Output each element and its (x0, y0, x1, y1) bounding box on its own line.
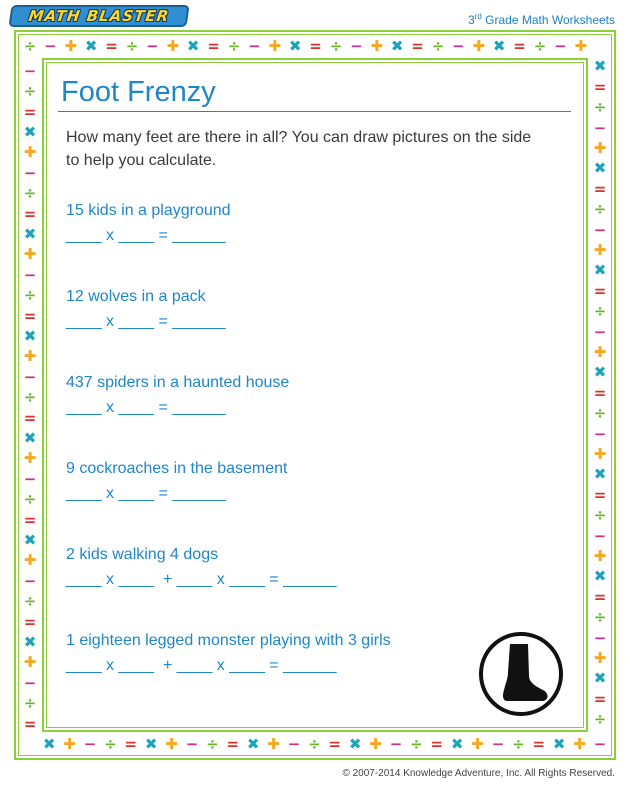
minus-icon: − (23, 265, 37, 284)
times-icon: ✖ (23, 225, 37, 243)
times-icon: ✖ (593, 159, 607, 178)
plus-icon: ✚ (23, 653, 37, 672)
divide-icon: ÷ (227, 37, 241, 55)
equals-icon: = (23, 612, 37, 631)
minus-icon: − (389, 735, 403, 753)
times-icon: ✖ (23, 123, 37, 141)
times-icon: ✖ (144, 735, 158, 753)
times-icon: ✖ (42, 735, 56, 753)
times-icon: ✖ (348, 735, 362, 753)
minus-icon: − (593, 735, 607, 753)
question-3-answer-blanks: ____ x ____ = ______ (66, 399, 226, 416)
plus-icon: ✚ (64, 37, 78, 55)
divide-icon: ÷ (104, 735, 117, 753)
times-icon: ✖ (593, 669, 607, 688)
times-icon: ✖ (593, 363, 607, 382)
question-6-prompt: 1 eighteen legged monster playing with 3 girls (66, 632, 391, 649)
equals-icon: = (532, 735, 546, 753)
equals-icon: = (23, 204, 37, 223)
equals-icon: = (593, 383, 607, 402)
times-icon: ✖ (186, 37, 200, 55)
plus-icon: ✚ (573, 735, 586, 753)
question-6-answer-blanks: ____ x ____ + ____ x ____ = ______ (66, 657, 337, 674)
plus-icon: ✚ (471, 735, 484, 753)
minus-icon: − (593, 628, 607, 647)
divide-icon: ÷ (23, 694, 37, 713)
divide-icon: ÷ (23, 37, 37, 55)
plus-icon: ✚ (593, 343, 607, 361)
divide-icon: ÷ (593, 302, 607, 321)
divide-icon: ÷ (23, 592, 37, 611)
equals-icon: = (23, 408, 37, 427)
minus-icon: − (593, 220, 607, 239)
times-icon: ✖ (492, 37, 506, 55)
equals-icon: = (593, 485, 607, 504)
question-1-prompt: 15 kids in a playground (66, 202, 231, 219)
minus-icon: − (23, 367, 37, 386)
divide-icon: ÷ (593, 506, 607, 525)
equals-icon: = (23, 306, 37, 325)
equals-icon: = (23, 102, 37, 121)
divide-icon: ÷ (593, 608, 607, 627)
plus-icon: ✚ (23, 347, 37, 366)
plus-icon: ✚ (370, 37, 384, 55)
plus-icon: ✚ (593, 445, 607, 463)
equals-icon: = (593, 587, 607, 606)
question-4-prompt: 9 cockroaches in the basement (66, 460, 288, 477)
plus-icon: ✚ (369, 735, 382, 753)
plus-icon: ✚ (267, 735, 280, 753)
plus-icon: ✚ (268, 37, 282, 55)
foot-icon (483, 636, 559, 712)
plus-icon: ✚ (63, 735, 76, 753)
logo-text: MATH BLASTER (27, 7, 171, 25)
grade-label: 3rd Grade Math Worksheets (468, 12, 615, 27)
times-icon: ✖ (23, 633, 37, 651)
equals-icon: = (513, 37, 526, 55)
times-icon: ✖ (593, 465, 607, 484)
question-2-prompt: 12 wolves in a pack (66, 288, 206, 305)
foot-icon-circle (479, 632, 563, 716)
equals-icon: = (593, 179, 607, 198)
divide-icon: ÷ (512, 735, 525, 753)
minus-icon: − (248, 37, 261, 55)
divide-icon: ÷ (23, 286, 37, 305)
divide-icon: ÷ (23, 388, 37, 407)
equals-icon: = (430, 735, 444, 753)
minus-icon: − (287, 735, 301, 753)
minus-icon: − (593, 118, 607, 137)
minus-icon: − (23, 571, 37, 590)
plus-icon: ✚ (165, 735, 178, 753)
question-1-answer-blanks: ____ x ____ = ______ (66, 227, 226, 244)
plus-icon: ✚ (23, 449, 37, 468)
times-icon: ✖ (593, 57, 607, 76)
equals-icon: = (105, 37, 118, 55)
equals-icon: = (328, 735, 342, 753)
divide-icon: ÷ (206, 735, 219, 753)
plus-icon: ✚ (593, 139, 607, 157)
question-5-answer-blanks: ____ x ____ + ____ x ____ = ______ (66, 571, 337, 588)
divide-icon: ÷ (593, 200, 607, 219)
instructions-text: How many feet are there in all? You can draw pictures on the side to help you calculate. (66, 129, 532, 169)
plus-icon: ✚ (593, 241, 607, 259)
equals-icon: = (226, 735, 240, 753)
minus-icon: − (593, 322, 607, 341)
minus-icon: − (554, 37, 567, 55)
equals-icon: = (207, 37, 220, 55)
times-icon: ✖ (593, 567, 607, 586)
minus-icon: − (146, 37, 159, 55)
question-4-answer-blanks: ____ x ____ = ______ (66, 485, 226, 502)
divide-icon: ÷ (23, 82, 37, 101)
minus-icon: − (23, 163, 37, 182)
times-icon: ✖ (288, 37, 302, 55)
copyright-text: © 2007-2014 Knowledge Adventure, Inc. All Rights Reserved. (342, 768, 615, 779)
divide-icon: ÷ (125, 37, 139, 55)
times-icon: ✖ (246, 735, 260, 753)
minus-icon: − (23, 673, 37, 692)
times-icon: ✖ (450, 735, 464, 753)
equals-icon: = (309, 37, 322, 55)
divide-icon: ÷ (410, 735, 423, 753)
minus-icon: − (350, 37, 363, 55)
plus-icon: ✚ (593, 547, 607, 565)
times-icon: ✖ (390, 37, 404, 55)
equals-icon: = (593, 689, 607, 708)
equals-icon: = (593, 281, 607, 300)
divide-icon: ÷ (533, 37, 547, 55)
times-icon: ✖ (84, 37, 98, 55)
divide-icon: ÷ (329, 37, 343, 55)
equals-icon: = (124, 735, 138, 753)
minus-icon: − (23, 61, 37, 80)
plus-icon: ✚ (23, 245, 37, 264)
minus-icon: − (593, 526, 607, 545)
equals-icon: = (23, 510, 37, 529)
plus-icon: ✚ (166, 37, 180, 55)
equals-icon: = (593, 77, 607, 96)
minus-icon: − (491, 735, 505, 753)
divide-icon: ÷ (308, 735, 321, 753)
times-icon: ✖ (23, 531, 37, 549)
divide-icon: ÷ (23, 490, 37, 509)
equals-icon: = (23, 714, 37, 733)
divide-icon: ÷ (593, 710, 607, 729)
divide-icon: ÷ (593, 98, 607, 117)
times-icon: ✖ (593, 261, 607, 280)
minus-icon: − (83, 735, 97, 753)
plus-icon: ✚ (472, 37, 486, 55)
minus-icon: − (593, 424, 607, 443)
worksheet-title: Foot Frenzy (61, 76, 216, 108)
question-2-answer-blanks: ____ x ____ = ______ (66, 313, 226, 330)
divide-icon: ÷ (23, 184, 37, 203)
divide-icon: ÷ (431, 37, 445, 55)
plus-icon: ✚ (574, 37, 588, 55)
title-underline (58, 111, 571, 112)
question-5-prompt: 2 kids walking 4 dogs (66, 546, 219, 563)
minus-icon: − (452, 37, 465, 55)
minus-icon: − (185, 735, 199, 753)
times-icon: ✖ (23, 327, 37, 345)
plus-icon: ✚ (23, 143, 37, 162)
times-icon: ✖ (23, 429, 37, 447)
math-blaster-logo (8, 5, 189, 27)
minus-icon: − (44, 37, 57, 55)
plus-icon: ✚ (593, 649, 607, 667)
equals-icon: = (411, 37, 424, 55)
times-icon: ✖ (552, 735, 566, 753)
question-3-prompt: 437 spiders in a haunted house (66, 374, 290, 391)
minus-icon: − (23, 469, 37, 488)
plus-icon: ✚ (23, 551, 37, 570)
divide-icon: ÷ (593, 404, 607, 423)
